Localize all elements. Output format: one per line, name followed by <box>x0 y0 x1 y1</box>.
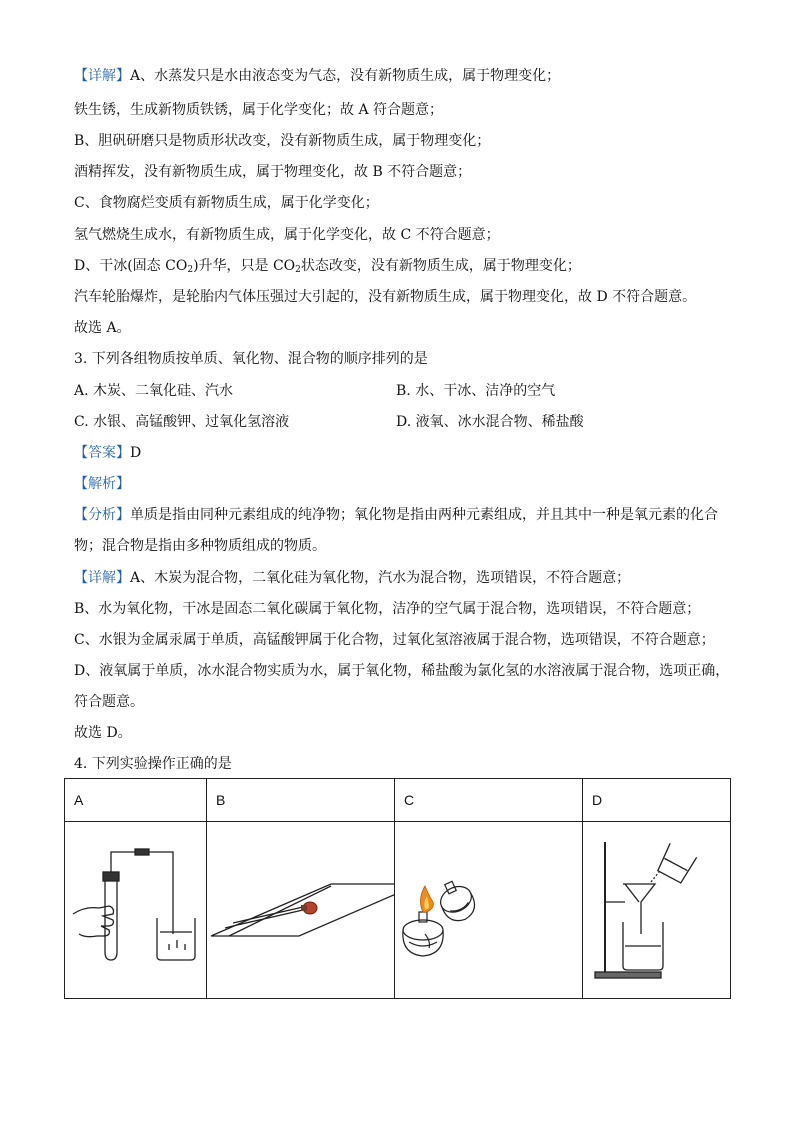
detail-tag: 【详解】 <box>74 68 130 84</box>
q3-detail-d1: D、液氧属于单质，冰水混合物实质为水，属于氧化物，稀盐酸为氯化氢的水溶液属于混合物，选项正确， <box>74 663 730 679</box>
explain-line-6: 氢气燃烧生成水，有新物质生成，属于化学变化，故 C 不符合题意； <box>74 227 500 243</box>
q4-col-d-header: D <box>583 779 731 822</box>
q4-col-b-header: B <box>207 779 395 822</box>
q4-figure-a <box>65 822 207 999</box>
explain-line-2: 铁生锈，生成新物质铁锈，属于化学变化；故 A 符合题意； <box>74 102 444 118</box>
q3-analysis-heading: 【解析】 <box>74 476 130 492</box>
conclusion-line: 故选 A。 <box>74 320 131 336</box>
q3-detail-c: C、水银为金属汞属于单质，高锰酸钾属于化合物，过氧化氢溶液属于混合物，选项错误，不符合题意； <box>74 632 715 648</box>
q4-col-c-header: C <box>395 779 583 822</box>
explain-line-4: 酒精挥发，没有新物质生成，属于物理变化，故 B 不符合题意； <box>74 164 472 180</box>
q3-option-b: B. 水、干冰、洁净的空气 <box>396 383 556 399</box>
q3-detail-d2: 符合题意。 <box>74 694 144 710</box>
q3-detail-b: B、水为氧化物，干冰是固态二氧化碳属于氧化物，洁净的空气属于混合物，选项错误，不符合题意； <box>74 601 701 617</box>
explain-line-5: C、食物腐烂变质有新物质生成，属于化学变化； <box>74 195 379 211</box>
answer-tag: 【答案】 <box>74 445 130 461</box>
q4-figure-b <box>207 822 395 999</box>
q3-option-c: C. 水银、高锰酸钾、过氧化氢溶液 <box>74 414 290 430</box>
q3-answer: 【答案】D <box>74 445 142 461</box>
q4-options-table <box>64 778 731 999</box>
dropper-on-table-icon <box>207 822 395 998</box>
alcohol-lamp-lighting-icon <box>395 822 583 998</box>
q4-figure-d <box>583 822 731 999</box>
q4-figure-c <box>395 822 583 999</box>
fenxi-tag: 【分析】 <box>74 507 130 523</box>
q3-option-d: D. 液氧、冰水混合物、稀盐酸 <box>396 414 584 430</box>
explain-line-8: 汽车轮胎爆炸，是轮胎内气体压强过大引起的，没有新物质生成，属于物理变化，故 D 不符合题意。 <box>74 289 697 305</box>
airtightness-check-icon <box>65 822 207 998</box>
filtration-setup-icon <box>583 822 731 998</box>
explain-line-3: B、胆矾研磨只是物质形状改变，没有新物质生成，属于物理变化； <box>74 133 491 149</box>
q3-option-a: A. 木炭、二氧化硅、汽水 <box>74 383 234 399</box>
q3-fenxi-2: 物；混合物是指由多种物质组成的物质。 <box>74 538 326 554</box>
question-4-stem: 4. 下列实验操作正确的是 <box>74 756 232 772</box>
q3-conclusion: 故选 D。 <box>74 725 132 741</box>
question-3-stem: 3. 下列各组物质按单质、氧化物、混合物的顺序排列的是 <box>74 351 428 367</box>
q3-fenxi-1: 【分析】单质是指由同种元素组成的纯净物；氧化物是指由两种元素组成，并且其中一种是氧元素的化合 <box>74 507 718 523</box>
q3-detail-a: 【详解】A、木炭为混合物，二氧化硅为氧化物，汽水为混合物，选项错误，不符合题意； <box>74 570 631 586</box>
explain-line-7: D、干冰(固态 $CO_2$)升华，只是 $CO_2$状态改变，没有新物质生成，属于物理变化； <box>74 258 581 275</box>
explain-line-1: 【详解】A、水蒸发只是水由液态变为气态，没有新物质生成，属于物理变化； <box>74 68 561 84</box>
q4-col-a-header: A <box>65 779 207 822</box>
